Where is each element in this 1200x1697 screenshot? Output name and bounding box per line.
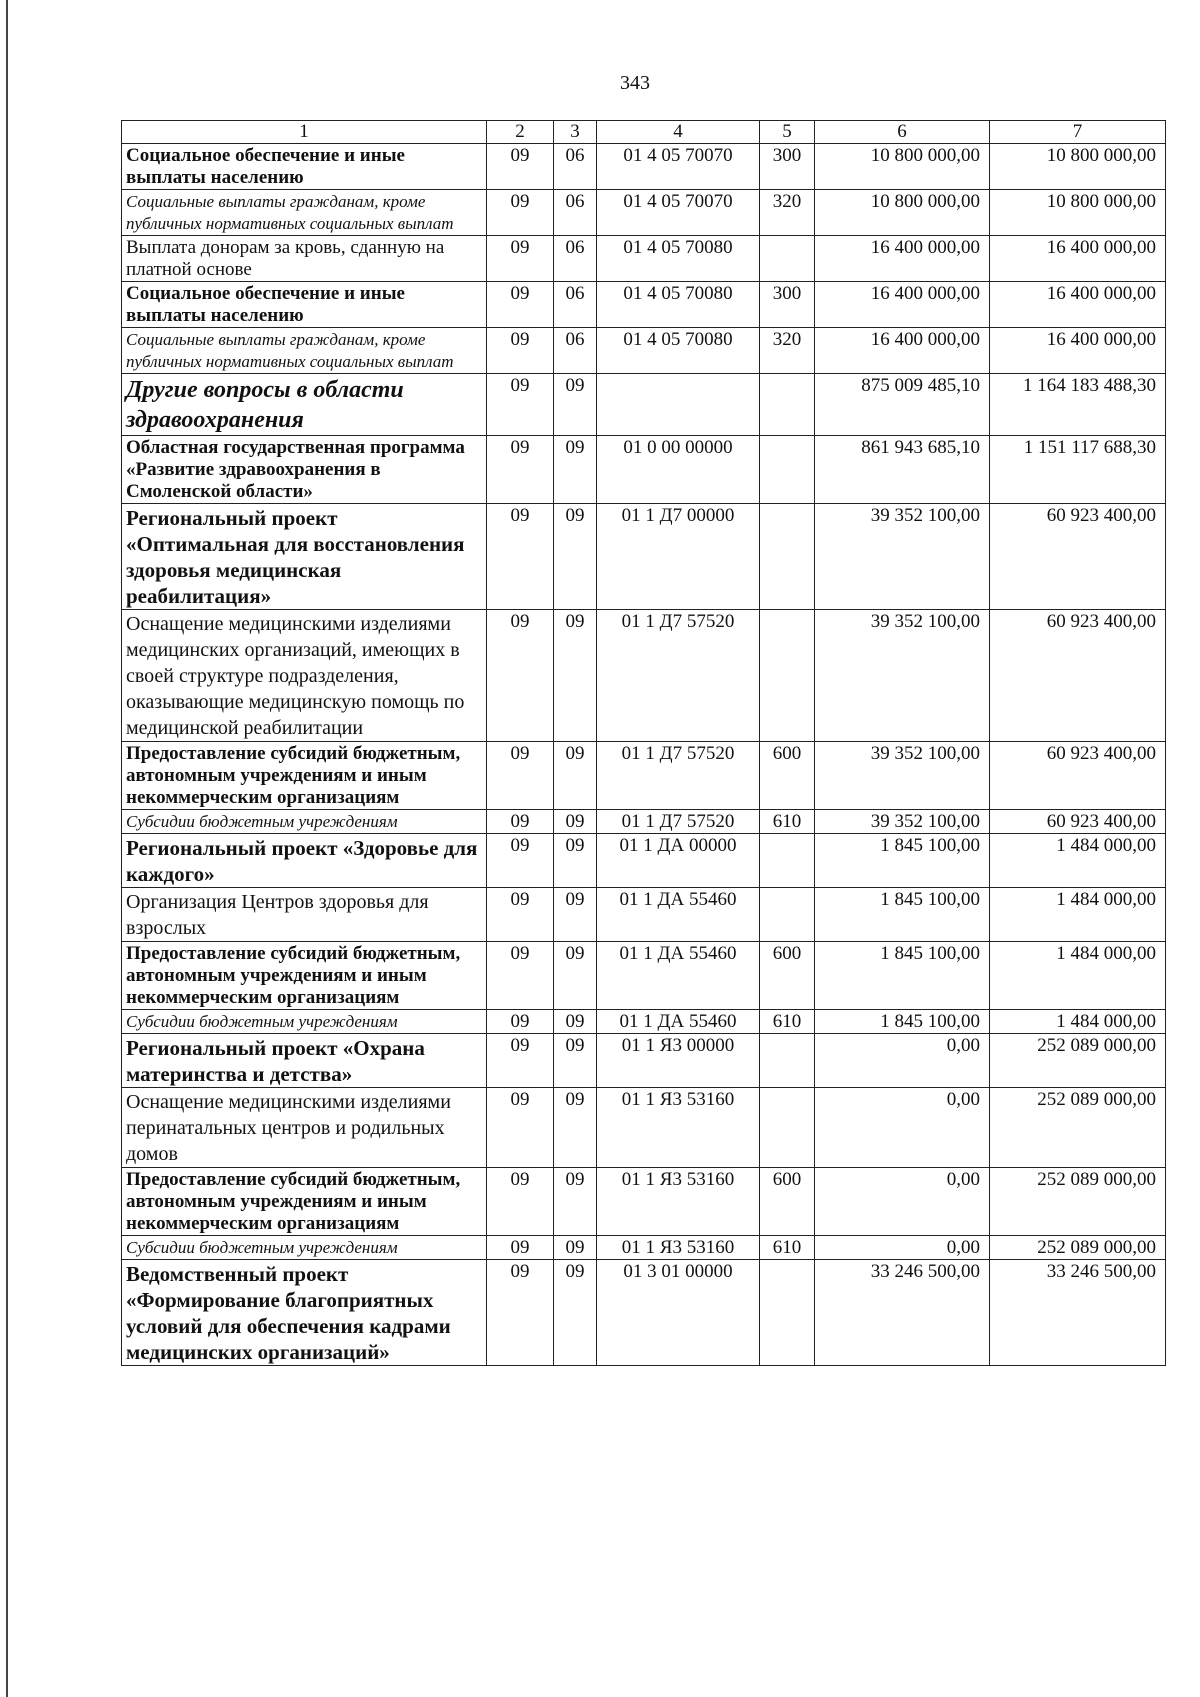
subsection-code-cell: 06 [554,236,597,282]
column-header: 7 [990,121,1166,144]
row-name-cell: Субсидии бюджетным учреждениям [122,1010,487,1034]
row-name-cell: Предоставление субсидий бюджетным, автономным учреждениям и иным некоммерческим организациям [122,742,487,810]
row-name-cell: Другие вопросы в области здравоохранения [122,374,487,436]
row-name-cell: Организация Центров здоровья для взрослых [122,888,487,942]
table-header-row [122,121,1166,144]
amount-year1-cell: 16 400 000,00 [815,282,990,328]
subsection-code-cell: 09 [554,942,597,1010]
amount-year2-cell: 60 923 400,00 [990,610,1166,742]
amount-year2-cell: 252 089 000,00 [990,1034,1166,1088]
subsection-code-cell: 09 [554,1034,597,1088]
row-name-cell: Социальное обеспечение и иные выплаты населению [122,144,487,190]
amount-year1-cell: 33 246 500,00 [815,1260,990,1366]
table-row [122,1260,1166,1366]
expense-type-cell: 600 [760,742,815,810]
row-name-cell: Социальное обеспечение и иные выплаты населению [122,282,487,328]
expense-type-cell [760,236,815,282]
amount-year1-cell: 39 352 100,00 [815,810,990,834]
row-name-cell: Субсидии бюджетным учреждениям [122,1236,487,1260]
target-article-cell: 01 1 ДА 55460 [597,888,760,942]
target-article-cell: 01 1 Д7 00000 [597,504,760,610]
expense-type-cell: 320 [760,190,815,236]
expense-type-cell [760,610,815,742]
table-row [122,1168,1166,1236]
section-code-cell: 09 [487,942,554,1010]
table-row [122,1088,1166,1168]
amount-year1-cell: 39 352 100,00 [815,610,990,742]
amount-year1-cell: 1 845 100,00 [815,942,990,1010]
section-code-cell: 09 [487,374,554,436]
table-row [122,236,1166,282]
budget-table [121,120,1166,1366]
subsection-code-cell: 09 [554,1168,597,1236]
target-article-cell: 01 1 Я3 53160 [597,1236,760,1260]
row-name-cell: Ведомственный проект «Формирование благоприятных условий для обеспечения кадрами медицинских организаций» [122,1260,487,1366]
amount-year2-cell: 1 484 000,00 [990,834,1166,888]
table-row [122,1034,1166,1088]
amount-year2-cell: 60 923 400,00 [990,810,1166,834]
amount-year1-cell: 10 800 000,00 [815,144,990,190]
row-name-cell: Предоставление субсидий бюджетным, автономным учреждениям и иным некоммерческим организациям [122,942,487,1010]
amount-year1-cell: 39 352 100,00 [815,742,990,810]
amount-year1-cell: 0,00 [815,1168,990,1236]
amount-year1-cell: 16 400 000,00 [815,236,990,282]
amount-year2-cell: 16 400 000,00 [990,282,1166,328]
expense-type-cell: 610 [760,1010,815,1034]
row-name-cell: Оснащение медицинскими изделиями медицинских организаций, имеющих в своей структуре подразделения, оказывающие медицинскую помощь по медицинской реабилитации [122,610,487,742]
table-row [122,1010,1166,1034]
amount-year2-cell: 1 484 000,00 [990,888,1166,942]
section-code-cell: 09 [487,1088,554,1168]
subsection-code-cell: 09 [554,610,597,742]
expense-type-cell: 610 [760,1236,815,1260]
subsection-code-cell: 09 [554,1088,597,1168]
target-article-cell: 01 4 05 70080 [597,236,760,282]
table-row [122,888,1166,942]
section-code-cell: 09 [487,1260,554,1366]
table-row [122,436,1166,504]
target-article-cell: 01 4 05 70070 [597,190,760,236]
amount-year2-cell: 10 800 000,00 [990,190,1166,236]
column-header: 4 [597,121,760,144]
subsection-code-cell: 09 [554,888,597,942]
row-name-cell: Предоставление субсидий бюджетным, автономным учреждениям и иным некоммерческим организациям [122,1168,487,1236]
target-article-cell: 01 1 Д7 57520 [597,810,760,834]
section-code-cell: 09 [487,1034,554,1088]
subsection-code-cell: 06 [554,144,597,190]
subsection-code-cell: 09 [554,1236,597,1260]
table-row [122,144,1166,190]
section-code-cell: 09 [487,328,554,374]
amount-year2-cell: 252 089 000,00 [990,1236,1166,1260]
subsection-code-cell: 06 [554,190,597,236]
row-name-cell: Региональный проект «Здоровье для каждого» [122,834,487,888]
amount-year1-cell: 10 800 000,00 [815,190,990,236]
column-header: 3 [554,121,597,144]
amount-year2-cell: 33 246 500,00 [990,1260,1166,1366]
expense-type-cell: 300 [760,144,815,190]
target-article-cell: 01 3 01 00000 [597,1260,760,1366]
amount-year2-cell: 1 151 117 688,30 [990,436,1166,504]
amount-year1-cell: 1 845 100,00 [815,834,990,888]
amount-year2-cell: 60 923 400,00 [990,504,1166,610]
amount-year2-cell: 252 089 000,00 [990,1088,1166,1168]
table-row [122,742,1166,810]
expense-type-cell: 610 [760,810,815,834]
target-article-cell: 01 1 ДА 55460 [597,1010,760,1034]
target-article-cell: 01 1 ДА 55460 [597,942,760,1010]
page-left-border [6,0,8,1697]
section-code-cell: 09 [487,190,554,236]
amount-year2-cell: 1 484 000,00 [990,942,1166,1010]
amount-year1-cell: 0,00 [815,1088,990,1168]
column-header: 6 [815,121,990,144]
target-article-cell: 01 0 00 00000 [597,436,760,504]
column-header: 2 [487,121,554,144]
amount-year1-cell: 39 352 100,00 [815,504,990,610]
subsection-code-cell: 06 [554,282,597,328]
table-row [122,190,1166,236]
expense-type-cell: 600 [760,1168,815,1236]
row-name-cell: Оснащение медицинскими изделиями перинатальных центров и родильных домов [122,1088,487,1168]
column-header: 1 [122,121,487,144]
amount-year1-cell: 0,00 [815,1034,990,1088]
target-article-cell: 01 4 05 70080 [597,328,760,374]
amount-year2-cell: 16 400 000,00 [990,236,1166,282]
section-code-cell: 09 [487,1168,554,1236]
amount-year2-cell: 16 400 000,00 [990,328,1166,374]
amount-year1-cell: 16 400 000,00 [815,328,990,374]
table-row [122,810,1166,834]
expense-type-cell [760,436,815,504]
amount-year1-cell: 0,00 [815,1236,990,1260]
subsection-code-cell: 09 [554,742,597,810]
target-article-cell: 01 4 05 70070 [597,144,760,190]
expense-type-cell [760,1088,815,1168]
table-row [122,942,1166,1010]
section-code-cell: 09 [487,888,554,942]
row-name-cell: Областная государственная программа «Развитие здравоохранения в Смоленской области» [122,436,487,504]
section-code-cell: 09 [487,144,554,190]
subsection-code-cell: 09 [554,436,597,504]
expense-type-cell [760,504,815,610]
amount-year1-cell: 1 845 100,00 [815,1010,990,1034]
target-article-cell: 01 1 Я3 00000 [597,1034,760,1088]
section-code-cell: 09 [487,504,554,610]
amount-year2-cell: 252 089 000,00 [990,1168,1166,1236]
subsection-code-cell: 09 [554,374,597,436]
subsection-code-cell: 09 [554,810,597,834]
table-row [122,282,1166,328]
section-code-cell: 09 [487,436,554,504]
section-code-cell: 09 [487,834,554,888]
section-code-cell: 09 [487,1010,554,1034]
expense-type-cell: 600 [760,942,815,1010]
expense-type-cell: 320 [760,328,815,374]
section-code-cell: 09 [487,236,554,282]
table-row [122,504,1166,610]
subsection-code-cell: 09 [554,1260,597,1366]
target-article-cell: 01 1 Д7 57520 [597,610,760,742]
row-name-cell: Социальные выплаты гражданам, кроме публичных нормативных социальных выплат [122,328,487,374]
table-row [122,1236,1166,1260]
amount-year2-cell: 10 800 000,00 [990,144,1166,190]
row-name-cell: Выплата донорам за кровь, сданную на платной основе [122,236,487,282]
expense-type-cell [760,834,815,888]
amount-year2-cell: 1 164 183 488,30 [990,374,1166,436]
target-article-cell: 01 4 05 70080 [597,282,760,328]
target-article-cell: 01 1 Я3 53160 [597,1088,760,1168]
amount-year2-cell: 60 923 400,00 [990,742,1166,810]
expense-type-cell [760,888,815,942]
expense-type-cell: 300 [760,282,815,328]
amount-year2-cell: 1 484 000,00 [990,1010,1166,1034]
row-name-cell: Региональный проект «Охрана материнства и детства» [122,1034,487,1088]
subsection-code-cell: 06 [554,328,597,374]
section-code-cell: 09 [487,742,554,810]
target-article-cell: 01 1 ДА 00000 [597,834,760,888]
amount-year1-cell: 1 845 100,00 [815,888,990,942]
section-code-cell: 09 [487,610,554,742]
table-row [122,610,1166,742]
row-name-cell: Региональный проект «Оптимальная для восстановления здоровья медицинская реабилитация» [122,504,487,610]
row-name-cell: Субсидии бюджетным учреждениям [122,810,487,834]
table-row [122,374,1166,436]
subsection-code-cell: 09 [554,1010,597,1034]
section-code-cell: 09 [487,1236,554,1260]
section-code-cell: 09 [487,282,554,328]
target-article-cell [597,374,760,436]
subsection-code-cell: 09 [554,834,597,888]
target-article-cell: 01 1 Я3 53160 [597,1168,760,1236]
subsection-code-cell: 09 [554,504,597,610]
amount-year1-cell: 875 009 485,10 [815,374,990,436]
section-code-cell: 09 [487,810,554,834]
expense-type-cell [760,1034,815,1088]
table-row [122,328,1166,374]
target-article-cell: 01 1 Д7 57520 [597,742,760,810]
amount-year1-cell: 861 943 685,10 [815,436,990,504]
table-row [122,834,1166,888]
column-header: 5 [760,121,815,144]
expense-type-cell [760,1260,815,1366]
expense-type-cell [760,374,815,436]
page-number: 343 [620,72,650,94]
row-name-cell: Социальные выплаты гражданам, кроме публичных нормативных социальных выплат [122,190,487,236]
